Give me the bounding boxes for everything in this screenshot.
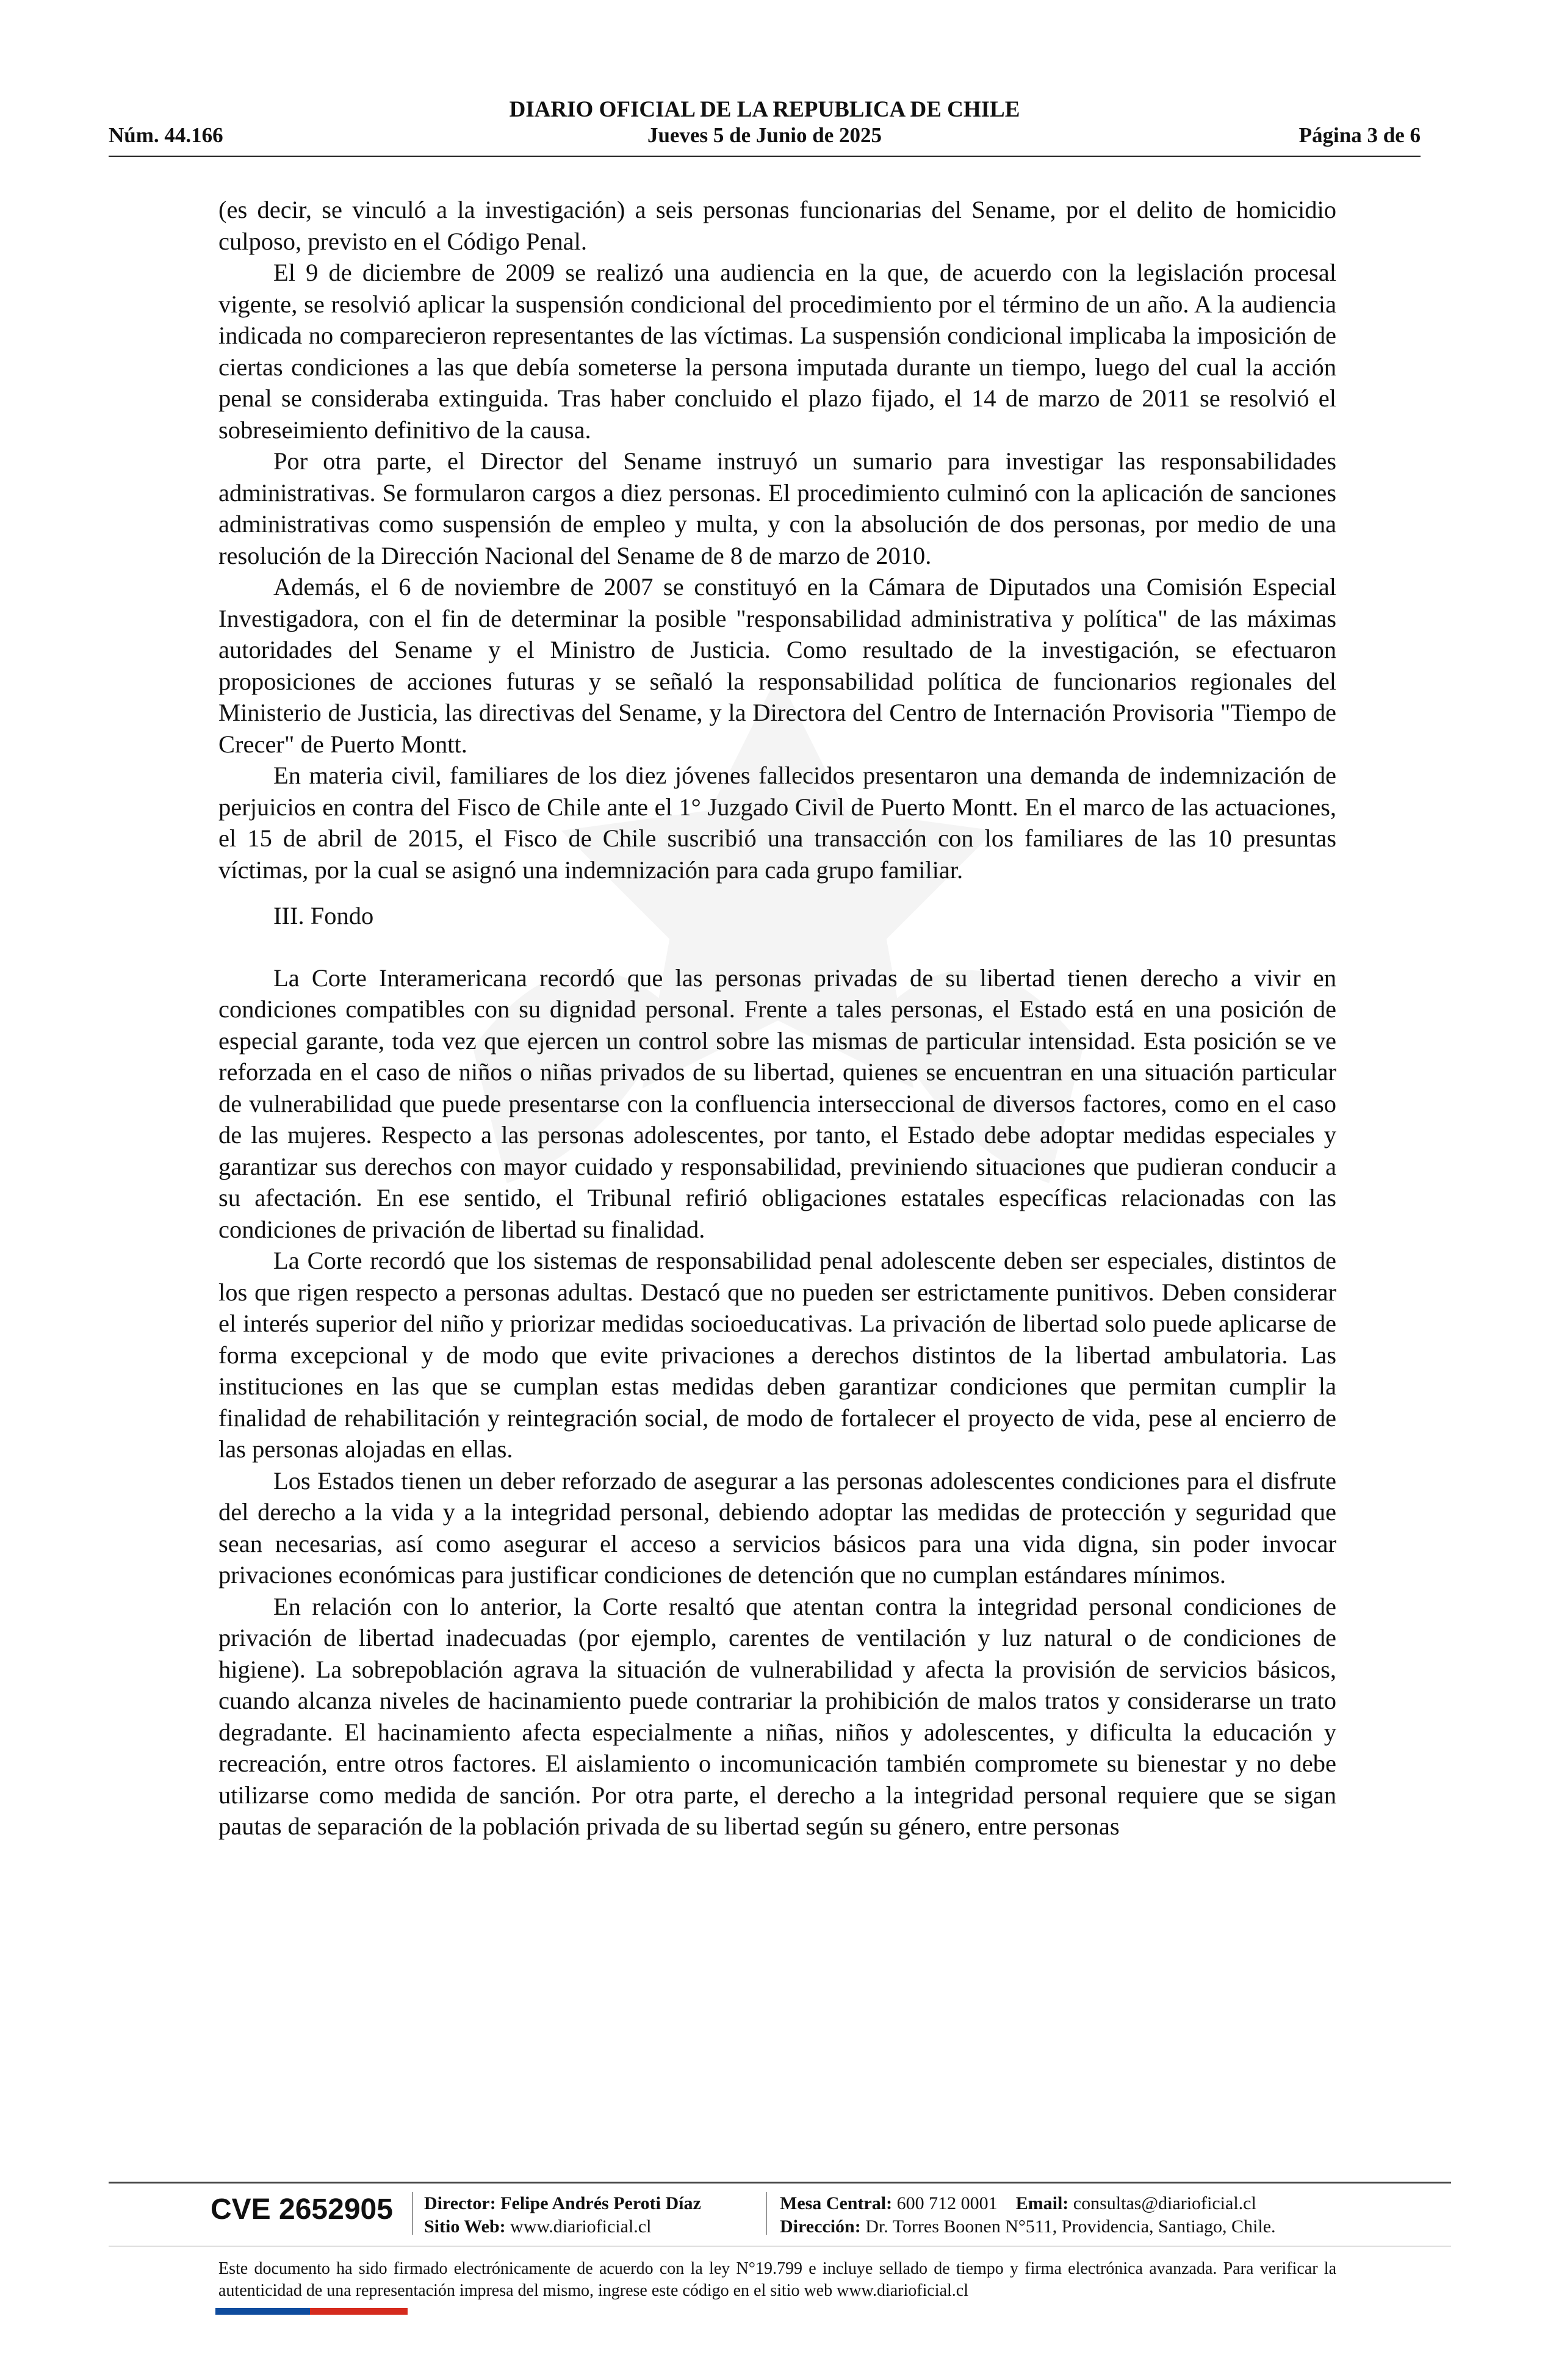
header-divider [109,156,1421,157]
issue-date: Jueves 5 de Junio de 2025 [647,123,882,147]
section-heading: III. Fondo [273,902,374,929]
paragraph: Por otra parte, el Director del Sename instruyó un sumario para investigar las responsabilidades administrativas. Se formularon cargos a diez personas. El procedimiento culminó con la aplicación de sanciones administrativas como suspensión de empleo y multa, y con la absolución de dos personas, por medio de una resolución de la Dirección Nacional del Sename de 8 de marzo de 2010. [218,447,1336,569]
website-label: Sitio Web: [424,2216,506,2237]
paragraph: La Corte Interamericana recordó que las personas privadas de su libertad tienen derecho a vivir en condiciones compatibles con su dignidad personal. Frente a tales personas, el Estado está en una posición de especial garante, toda vez que ejercen un control sobre las mismas de particular intensidad. Esta posición se ve reforzada en el caso de niños o niñas privados de su libertad, quienes se encuentran en una situación particular de vulnerabilidad que puede presentarse con la confluencia interseccional de diversos factores, como en el caso de las mujeres. Respecto a las personas adolescentes, por tanto, el Estado debe adoptar medidas especiales y garantizar sus derechos con mayor cuidado y responsabilidad, previniendo situaciones que pudieran conducir a su afectación. En ese sentido, el Tribunal refirió obligaciones estatales específicas relacionadas con las condiciones de privación de libertad su finalidad. [218,964,1336,1243]
footer-separator [766,2192,767,2235]
director-name: Felipe Andrés Peroti Díaz [500,2193,701,2213]
phone-label: Mesa Central: [780,2193,893,2213]
paragraph: (es decir, se vinculó a la investigación) a seis personas funcionarias del Sename, por el delito de homicidio culposo, previsto en el Código Penal. [218,196,1336,255]
paragraph: La Corte recordó que los sistemas de responsabilidad penal adolescente deben ser especiales, distintos de los que rigen respecto a personas adultas. Destacó que no pueden ser estrictamente punitivos. Deben considerar el interés superior del niño y priorizar medidas socioeducativas. La privación de libertad solo puede aplicarse de forma excepcional y de modo que evite privaciones a derechos distintos de la libertad ambulatoria. Las instituciones en las que se cumplan estas medidas deben garantizar condiciones que permitan cumplir la finalidad de rehabilitación y reintegración social, de modo de fortalecer el proyecto de vida, pese al encierro de las personas alojadas en ellas. [218,1247,1336,1463]
footer-separator [412,2192,413,2235]
email-label: Email: [1015,2193,1069,2213]
article-body [218,194,1336,1842]
issue-number: Núm. 44.166 [109,123,223,147]
paragraph: Además, el 6 de noviembre de 2007 se constituyó en la Cámara de Diputados una Comisión Especial Investigadora, con el fin de determinar la posible "responsabilidad administrativa y política" de las máximas autoridades del Sename y el Ministro de Justicia. Como resultado de la investigación, se efectuaron proposiciones de acciones futuras y se señaló la responsabilidad política de funcionarios regionales del Ministerio de Justicia, las directivas del Sename, y la Directora del Centro de Internación Provisoria "Tiempo de Crecer" de Puerto Montt. [218,573,1336,758]
legal-notice: Este documento ha sido firmado electrónicamente de acuerdo con la ley N°19.799 e incluye sellado de tiempo y firma electrónica avanzada. Para verificar la autenticidad de una representación impresa del mismo, ingrese este código en el sitio web www.diarioficial.cl [218,2259,1336,2300]
paragraph: El 9 de diciembre de 2009 se realizó una audiencia en la que, de acuerdo con la legislación procesal vigente, se resolvió aplicar la suspensión condicional del procedimiento por el término de un año. A la audiencia indicada no comparecieron representantes de las víctimas. La suspensión condicional implicaba la imposición de ciertas condiciones a las que debía someterse la persona imputada durante un tiempo, luego del cual la acción penal se consideraba extinguida. Tras haber concluido el plazo fijado, el 14 de marzo de 2011 se resolvió el sobreseimiento definitivo de la causa. [218,259,1336,444]
paragraph: En relación con lo anterior, la Corte resaltó que atentan contra la integridad personal condiciones de privación de libertad inadecuadas (por ejemplo, carentes de ventilación y luz natural o de condiciones de higiene). La sobrepoblación agrava la situación de vulnerabilidad y afecta la provisión de servicios básicos, cuando alcanza niveles de hacinamiento puede contrariar la prohibición de malos tratos y considerarse un trato degradante. El hacinamiento afecta especialmente a niñas, niños y adolescentes, y dificulta la educación y recreación, entre otros factores. El aislamiento o incomunicación también compromete su bienestar y no debe utilizarse como medida de sanción. Por otra parte, el derecho a la integridad personal requiere que se sigan pautas de separación de la población privada de su libertad según su género, entre personas [218,1592,1336,1840]
footer-divider [109,2182,1451,2183]
flag-bar-blue [215,2308,310,2315]
cve-code: CVE 2652905 [211,2193,393,2226]
page-header [109,92,1421,159]
website-link[interactable]: www.diarioficial.cl [510,2216,652,2237]
director-label: Director: [424,2193,496,2213]
phone-number: 600 712 0001 [896,2193,998,2213]
address-label: Dirección: [780,2216,861,2237]
paragraph: En materia civil, familiares de los diez jóvenes fallecidos presentaron una demanda de indemnización de perjuicios en contra del Fisco de Chile ante el 1° Juzgado Civil de Puerto Montt. En el marco de las actuaciones, el 15 de abril de 2015, el Fisco de Chile suscribió una transacción con los familiares de las 10 presuntas víctimas, por la cual se asignó una indemnización para cada grupo familiar. [218,762,1336,884]
paragraph: Los Estados tienen un deber reforzado de asegurar a las personas adolescentes condiciones para el disfrute del derecho a la vida y a la integridad personal, debiendo adoptar las medidas de protección y seguridad que sean necesarias, así como asegurar el acceso a servicios básicos para una vida digna, sin poder invocar privaciones económicas para justificar condiciones de detención que no cumplan estándares mínimos. [218,1466,1336,1588]
address-text: Dr. Torres Boonen N°511, Providencia, Santiago, Chile. [865,2216,1276,2237]
email-link[interactable]: consultas@diarioficial.cl [1073,2193,1256,2213]
page-indicator: Página 3 de 6 [1298,123,1421,147]
footer-contact-block [780,2192,1276,2238]
flag-bar-red [310,2308,408,2315]
footer-director-block [424,2192,701,2238]
gazette-title: DIARIO OFICIAL DE LA REPUBLICA DE CHILE [509,97,1020,122]
